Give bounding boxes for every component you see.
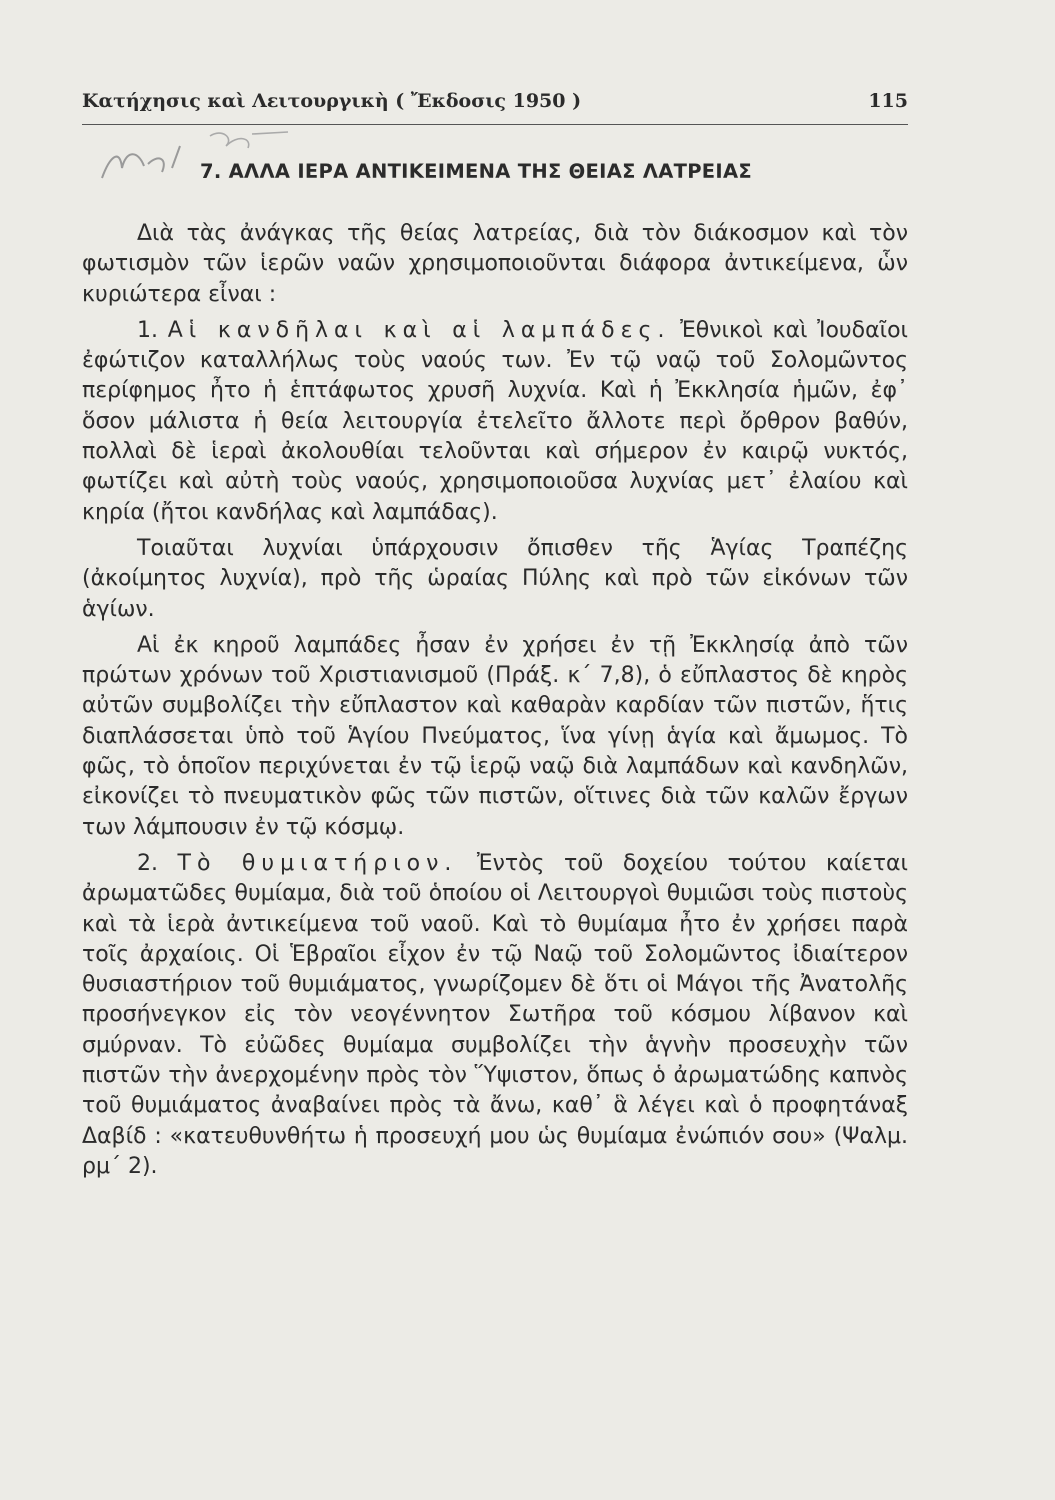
page-number: 115 [868, 90, 908, 112]
running-head [82, 90, 908, 112]
paragraph-censer [82, 849, 908, 1182]
item-number: 1. [137, 317, 158, 343]
paragraph-candles [82, 316, 908, 528]
item-number: 2. [137, 850, 158, 876]
item-text: Ἐθνικοὶ καὶ Ἰουδαῖοι ἐφώτιζον καταλλήλως τοὺς ναούς των. Ἐν τῷ ναῷ τοῦ Σολομῶντος περίφημος ἦτο ἡ ἑπτάφωτος χρυσῆ λυχνία. Καὶ ἡ Ἐκκλησία ἡμῶν, ἐφ᾽ ὅσον μάλιστα ἡ θεία λειτουργία ἐτελεῖτο ἄλλοτε περὶ ὄρθρον βαθύν, πολλαὶ δὲ ἱεραὶ ἀκολουθίαι τελοῦνται καὶ σήμερον ἐν καιρῷ νυκτός, φωτίζει καὶ αὐτὴ τοὺς ναούς, χρησιμοποιοῦσα λυχνίας μετ᾽ ἐλαίου καὶ κηρία (ἤτοι κανδήλας καὶ λαμπάδας). [82, 317, 908, 525]
header-rule [82, 124, 908, 125]
paragraph-wax-candles: Αἱ ἐκ κηροῦ λαμπάδες ἦσαν ἐν χρήσει ἐν τῇ Ἐκκλησίᾳ ἀπὸ τῶν πρώτων χρόνων τοῦ Χριστιανισμοῦ (Πράξ. κ΄ 7,8), ὁ εὔπλαστος δὲ κηρὸς αὐτῶν συμβολίζει τὴν εὔπλαστον καὶ καθαρὰν καρδίαν τῶν πιστῶν, ἥτις διαπλάσσεται ὑπὸ τοῦ Ἁγίου Πνεύματος, ἵνα γίνῃ ἁγία καὶ ἄμωμος. Τὸ φῶς, τὸ ὁποῖον περιχύνεται ἐν τῷ ἱερῷ ναῷ διὰ λαμπάδων καὶ κανδηλῶν, εἰκονίζει τὸ πνευματικὸν φῶς τῶν πιστῶν, οἵτινες διὰ τῶν καλῶν ἔργων των λάμπουσιν ἐν τῷ κόσμῳ. [82, 632, 908, 840]
paragraph-lamps: Τοιαῦται λυχνίαι ὑπάρχουσιν ὄπισθεν τῆς Ἁγίας Τραπέζης (ἀκοίμητος λυχνία), πρὸ τῆς ὡραίας Πύλης καὶ πρὸ τῶν εἰκόνων τῶν ἁγίων. [82, 535, 908, 622]
item-heading: Τὸ θυμιατήριον. [177, 850, 458, 876]
section-title: 7. ΑΛΛΑ ΙΕΡΑ ΑΝΤΙΚΕΙΜΕΝΑ ΤΗΣ ΘΕΙΑΣ ΛΑΤΡΕΙΑΣ [200, 160, 752, 183]
item-text: Ἐντὸς τοῦ δοχείου τούτου καίεται ἀρωματῶδες θυμίαμα, διὰ τοῦ ὁποίου οἱ Λειτουργοὶ θυμιῶσι τοὺς πιστοὺς καὶ τὰ ἱερὰ ἀντικείμενα τοῦ ναοῦ. Καὶ τὸ θυμίαμα ἦτο ἐν χρήσει παρὰ τοῖς ἀρχαίοις. Οἱ Ἑβραῖοι εἶχον ἐν τῷ Ναῷ τοῦ Σολομῶντος ἰδιαίτερον θυσιαστήριον τοῦ θυμιάματος, γνωρίζομεν δὲ ὅτι οἱ Μάγοι τῆς Ἀνατολῆς προσήνεγκον εἰς τὸν νεογέννητον Σωτῆρα τοῦ κόσμου λίβανον καὶ σμύρναν. Τὸ εὐῶδες θυμίαμα συμβολίζει τὴν ἁγνὴν προσευχὴν τῶν πιστῶν τὴν ἀνερχομένην πρὸς τὸν Ὕψιστον, ὅπως ὁ ἀρωματώδης καπνὸς τοῦ θυμιάματος ἀναβαίνει πρὸς τὰ ἄνω, καθ᾽ ἃ λέγει καὶ ὁ προφητάναξ Δαβίδ : «κατευθυνθήτω ἡ προσευχή μου ὡς θυμίαμα ἐνώπιόν σου» (Ψαλμ. ρμ΄ 2). [82, 850, 908, 1179]
paragraph-intro: Διὰ τὰς ἀνάγκας τῆς θείας λατρείας, διὰ τὸν διάκοσμον καὶ τὸν φωτισμὸν τῶν ἱερῶν ναῶν χρησιμοποιοῦνται διάφορα ἀντικείμενα, ὧν κυριώτερα εἶναι : [82, 221, 908, 307]
running-title: Κατήχησις καὶ Λειτουργικὴ ( Ἔκδοσις 1950 ) [82, 90, 582, 112]
item-heading: Αἱ κανδῆλαι καὶ αἱ λαμπάδες. [167, 317, 671, 343]
body-text [82, 219, 908, 1188]
